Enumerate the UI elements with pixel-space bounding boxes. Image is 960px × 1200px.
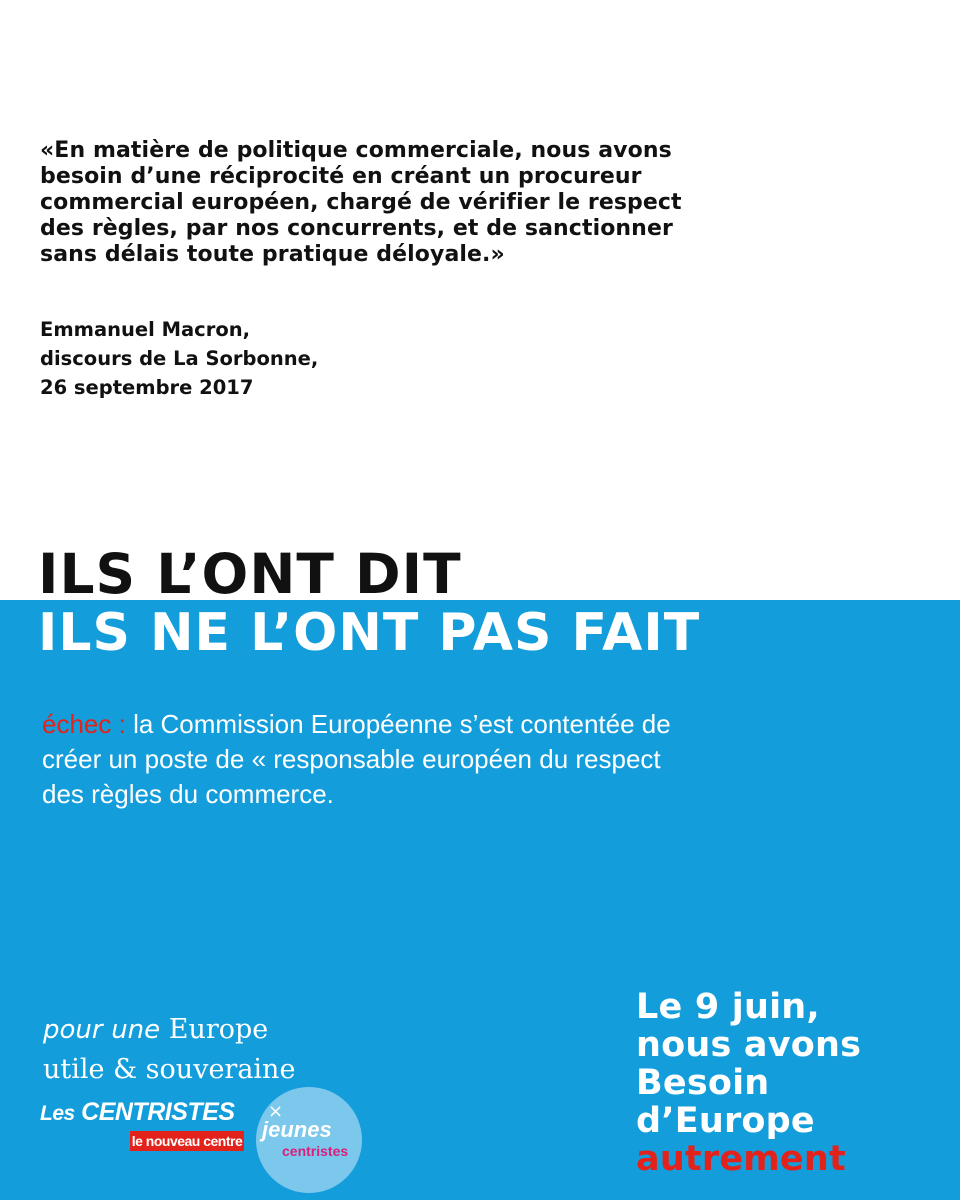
slogan-une: une <box>111 1015 161 1045</box>
quote-line: «En matière de politique commerciale, nous avons <box>40 138 672 163</box>
attribution-date: 26 septembre 2017 <box>40 376 254 399</box>
campaign-slogan <box>43 1010 383 1090</box>
slogan-line2: utile & souveraine <box>43 1054 296 1085</box>
attribution-source: discours de La Sorbonne, <box>40 347 319 370</box>
slogan-europe: Europe <box>168 1014 269 1045</box>
cta-line: d’Europe <box>636 1101 815 1141</box>
quote-attribution <box>40 315 640 402</box>
jeunes-centristes-logo <box>256 1087 362 1193</box>
election-call-to-action <box>636 988 936 1178</box>
logo-x-mark-icon: × <box>268 1101 284 1122</box>
headline-they-said-it: ILS L’ONT DIT <box>38 542 462 606</box>
logo-nouveau-centre: le nouveau centre <box>131 1133 243 1149</box>
quote-line: sans délais toute pratique déloyale.» <box>40 242 505 267</box>
macron-quote <box>40 138 920 268</box>
logo-centristes-name: CENTRISTES <box>81 1098 235 1126</box>
cta-line: Besoin <box>636 1063 770 1103</box>
failure-text-line: des règles du commerce. <box>42 779 334 809</box>
cta-highlight: autrement <box>636 1139 846 1179</box>
attribution-author: Emmanuel Macron, <box>40 318 251 341</box>
failure-text-line: la Commission Européenne s’est contentée de <box>133 709 671 739</box>
les-centristes-logo <box>40 1098 250 1158</box>
logo-jeunes-text: jeunes <box>262 1117 332 1142</box>
quote-line: commercial européen, chargé de vérifier le respect <box>40 190 682 215</box>
failure-text-line: créer un poste de « responsable européen du respect <box>42 744 661 774</box>
logo-les: Les <box>40 1102 75 1125</box>
cta-line: Le 9 juin, <box>636 987 820 1027</box>
quote-line: des règles, par nos concurrents, et de sanctionner <box>40 216 673 241</box>
failure-statement <box>42 707 922 812</box>
quote-line: besoin d’une réciprocité en créant un procureur <box>40 164 642 189</box>
headline-they-did-not-do-it: ILS NE L’ONT PAS FAIT <box>38 603 701 663</box>
failure-label: échec : <box>42 709 126 739</box>
slogan-pour: pour <box>43 1015 103 1045</box>
logo-jeunes-sub: centristes <box>282 1143 349 1159</box>
cta-line: nous avons <box>636 1025 862 1065</box>
